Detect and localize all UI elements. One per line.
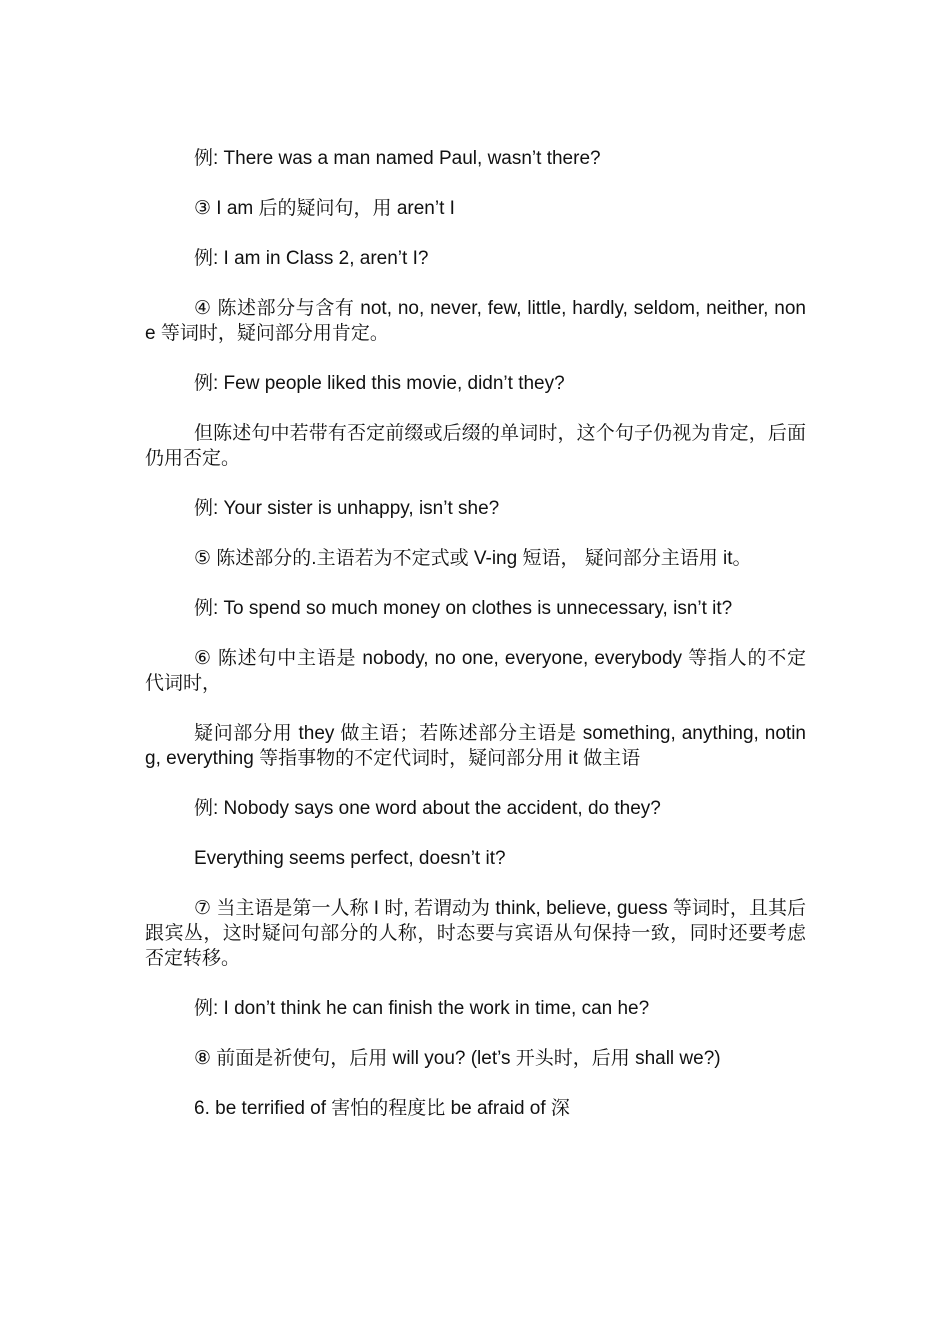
example-spend-money: 例: To spend so much money on clothes is unnecessary, isn’t it? bbox=[194, 598, 733, 619]
rule-6-indefinite-pronoun-things: 疑问部分用 they 做主语；若陈述部分主语是 something, anything, noting, everything 等指事物的不定代词时，疑问部分用 it 做主语 bbox=[145, 723, 806, 769]
example-dont-think: 例: I don’t think he can finish the work in time, can he? bbox=[194, 998, 650, 1019]
rule-6-indefinite-pronoun-people: ⑥ 陈述句中主语是 nobody, no one, everyone, everybody 等指人的不定代词时， bbox=[145, 648, 806, 694]
rule-8-imperative: ⑧ 前面是祈使句，后用 will you? (let’s 开头时，后用 shall we?) bbox=[194, 1048, 721, 1069]
document-page bbox=[145, 146, 806, 1121]
rule-3-i-am: ③ I am 后的疑问句，用 aren’t I bbox=[194, 198, 455, 219]
example-paul: 例: There was a man named Paul, wasn’t there? bbox=[194, 148, 601, 169]
example-everything: Everything seems perfect, doesn’t it? bbox=[194, 848, 506, 869]
rule-5-infinitive-subject: ⑤ 陈述部分的.主语若为不定式或 V-ing 短语， 疑问部分主语用 it。 bbox=[194, 548, 752, 569]
rule-7-first-person-think: ⑦ 当主语是第一人称 I 时, 若谓动为 think, believe, guess 等词时，且其后跟宾丛，这时疑问句部分的人称，时态要与宾语从句保持一致，同时还要考虑否定转移。 bbox=[145, 898, 806, 969]
item-6-terrified: 6. be terrified of 害怕的程度比 be afraid of 深 bbox=[194, 1098, 570, 1119]
example-few-people: 例: Few people liked this movie, didn’t they? bbox=[194, 373, 565, 394]
example-class-2: 例: I am in Class 2, aren’t I? bbox=[194, 248, 429, 269]
rule-4-negative-words: ④ 陈述部分与含有 not, no, never, few, little, hardly, seldom, neither, none 等词时，疑问部分用肯定。 bbox=[145, 298, 806, 344]
example-unhappy: 例: Your sister is unhappy, isn’t she? bbox=[194, 498, 500, 519]
note-negative-prefix: 但陈述句中若带有否定前缀或后缀的单词时，这个句子仍视为肯定，后面仍用否定。 bbox=[145, 423, 806, 469]
example-nobody: 例: Nobody says one word about the accident, do they? bbox=[194, 798, 661, 819]
